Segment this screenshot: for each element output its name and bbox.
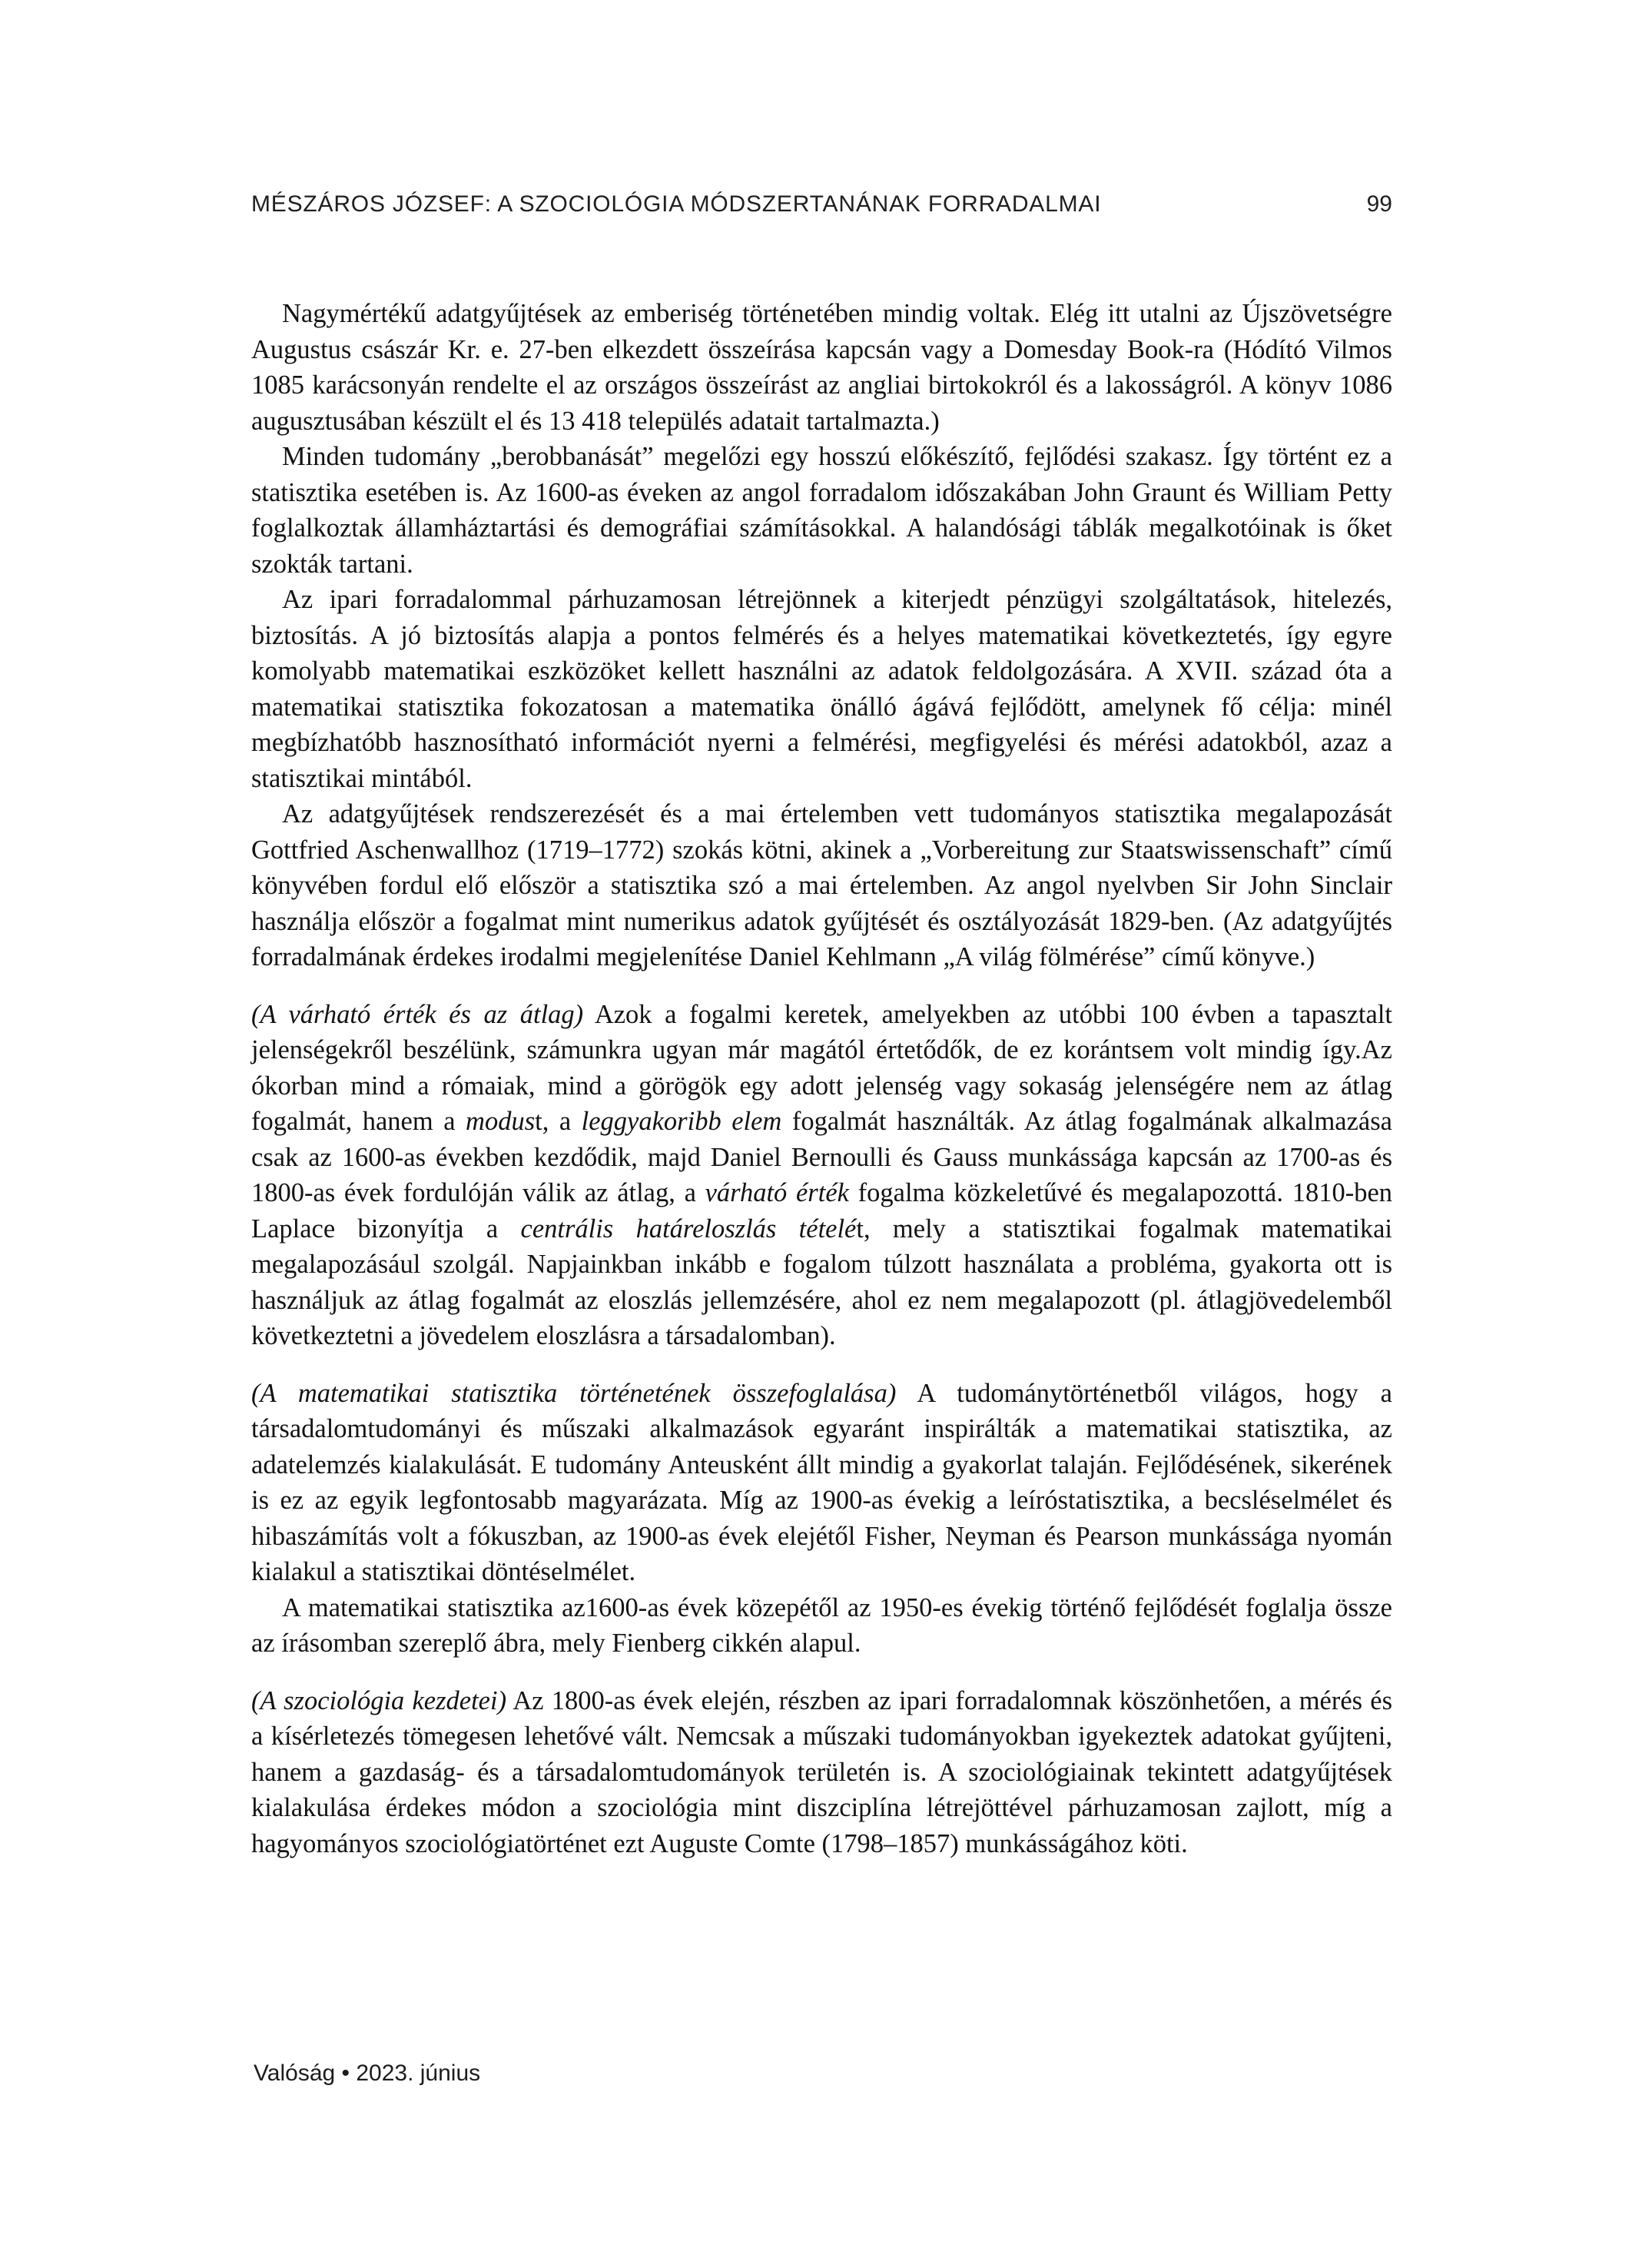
text-run: t, a (535, 1107, 582, 1136)
italic-text-run: modus (466, 1107, 536, 1136)
text-run: Az ipari forradalommal párhuzamosan létrejönnek a kiterjedt pénzügyi szolgáltatások, hitelezés, biztosítás. A jó biztosítás alapja a pontos felmérés és a helyes matematikai következtetés, így egyre komolyabb matematikai eszközöket kellett használni az adatok feldolgozására. A XVII. század óta a matematikai statisztika fokozatosan a matematika önálló ágává fejlődött, amelynek fő célja: minél megbízhatóbb hasznosítható információt nyerni a felmérési, megfigyelési és mérési adatokból, azaz a statisztikai mintából. (251, 585, 1392, 793)
paragraph (251, 796, 1392, 975)
text-run: A matematikai statisztika az1600-as évek közepétől az 1950-es évekig történő fejlődését foglalja össze az írásomban szereplő ábra, mely Fienberg cikkén alapul. (251, 1592, 1392, 1658)
paragraph (251, 1376, 1392, 1590)
text-run: Azok a fogalmi keretek, amelyekben az utóbbi 100 évben a tapasztalt jelenségekről beszélünk, számunkra ugyan már magától értetődők, de ez korántsem volt mindig így.Az ókorban mind a rómaiak, mind a görögök egy adott jelenség vagy sokaság jelenségére nem az átlag fogalmát, hanem a (251, 999, 1392, 1136)
italic-text-run: leggyakoribb elem (581, 1107, 782, 1136)
text-run: Minden tudomány „berobbanását” megelőzi egy hosszú előkészítő, fejlődési szakasz. Így történt ez a statisztika esetében is. Az 1600-as éveken az angol forradalom időszakában John Graunt és William Petty foglalkoztak államháztartási és demográfiai számításokkal. A halandósági táblák megalkotóinak is őket szokták tartani. (251, 442, 1392, 579)
text-run: fogalma közkeletűvé és megalapozottá. 1810-ben Laplace bizonyítja a (251, 1178, 1393, 1244)
text-run: Nagymértékű adatgyűjtések az emberiség történetében mindig voltak. Elég itt utalni az Újszövetségre Augustus császár Kr. e. 27-ben elkezdett összeírása kapcsán vagy a Domesday Book-ra (Hódító Vilmos 1085 karácsonyán rendelte el az országos összeírást az angliai birtokokról és a lakosságról. A könyv 1086 augusztusában készült el és 13 418 település adatait tartalmazta.) (251, 299, 1392, 436)
paragraph (251, 439, 1392, 582)
paragraph (251, 997, 1392, 1354)
italic-text-run: (A szociológia kezdetei) (251, 1685, 507, 1715)
article-body (251, 296, 1392, 1861)
text-run: Az adatgyűjtések rendszerezését és a mai értelemben vett tudományos statisztika megalapozását Gottfried Aschenwallhoz (1719–1772) szokás kötni, akinek a „Vorbereitung zur Staatswissenschaft” című könyvében fordul elő először a statisztika szó a mai értelemben. Az angol nyelvben Sir John Sinclair használja először a fogalmat mint numerikus adatok gyűjtését és osztályozását 1829-ben. (Az adatgyűjtés forradalmának érdekes irodalmi megjelenítése Daniel Kehlmann „A világ fölmérése” című könyve.) (251, 799, 1392, 971)
paragraph (251, 1590, 1392, 1662)
running-header (251, 191, 1392, 218)
italic-text-run: várható érték (705, 1178, 849, 1207)
text-run: t, mely a statisztikai fogalmak matematikai megalapozásául szolgál. Napjainkban inkább e fogalom túlzott használata a probléma, gyakorta ott is használjuk az átlag fogalmát az eloszlás jellemzésére, ahol ez nem megalapozott (pl. átlagjövedelemből következtetni a jövedelem eloszlásra a társadalomban). (251, 1214, 1392, 1350)
paragraph (251, 296, 1392, 439)
paragraph (251, 582, 1392, 796)
italic-text-run: (A matematikai statisztika történetének összefoglalása) (251, 1378, 897, 1408)
italic-text-run: centrális határeloszlás tételé (520, 1214, 857, 1244)
paragraph (251, 1683, 1392, 1862)
running-title: MÉSZÁROS JÓZSEF: A SZOCIOLÓGIA MÓDSZERTANÁNAK FORRADALMAI (251, 191, 1102, 217)
italic-text-run: (A várható érték és az átlag) (251, 999, 584, 1029)
text-run: fogalmát használták. Az átlag fogalmának alkalmazása csak az 1600-as években kezdődik, majd Daniel Bernoulli és Gauss munkássága kapcsán az 1700-as és 1800-as évek fordulóján válik az átlag, a (251, 1107, 1392, 1207)
text-run: Az 1800-as évek elején, részben az ipari forradalomnak köszönhetően, a mérés és a kísérletezés tömegesen lehetővé vált. Nemcsak a műszaki tudományokban igyekeztek adatokat gyűjteni, hanem a gazdaság- és a társadalomtudományok területén is. A szociológiainak tekintett adatgyűjtések kialakulása érdekes módon a szociológia mint diszciplína létrejöttével párhuzamosan zajlott, míg a hagyományos szociológiatörténet ezt Auguste Comte (1798–1857) munkásságához köti. (251, 1685, 1393, 1858)
journal-footer: Valóság • 2023. június (254, 2060, 481, 2086)
page-number: 99 (1366, 191, 1392, 217)
text-run: A tudománytörténetből világos, hogy a társadalomtudományi és műszaki alkalmazások egyaránt inspirálták a matematikai statisztika, az adatelemzés kialakulását. E tudomány Anteusként állt mindig a gyakorlat talaján. Fejlődésének, sikerének is ez az egyik legfontosabb magyarázata. Míg az 1900-as évekig a leíróstatisztika, a becsléselmélet és hibaszámítás volt a fókuszban, az 1900-as évek elejétől Fisher, Neyman és Pearson munkássága nyomán kialakul a statisztikai döntéselmélet. (251, 1378, 1392, 1586)
